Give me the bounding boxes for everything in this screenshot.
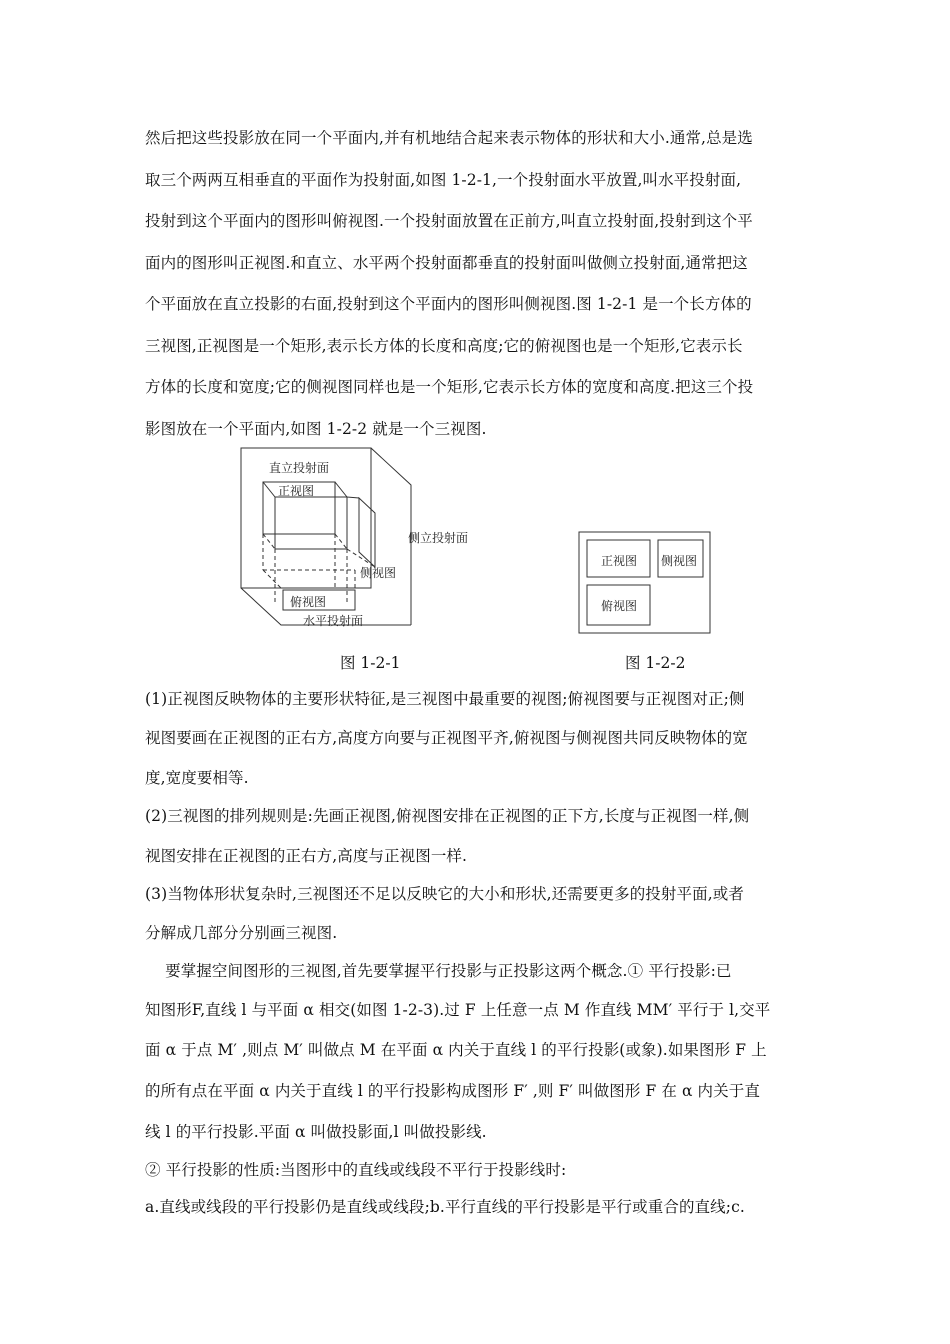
- figure-projection-planes: [236, 445, 486, 637]
- label-side-plane: 侧立投射面: [408, 531, 469, 545]
- label-front-view: 正视图: [601, 554, 638, 568]
- label-top-view: 俯视图: [290, 595, 327, 609]
- text-line: 分解成几部分分别画三视图.: [145, 924, 338, 942]
- text-line: 的所有点在平面 α 内关于直线 l 的平行投影构成图形 F′ ,则 F′ 叫做图形 F 在 α 内关于直: [145, 1082, 760, 1100]
- text-line: 方体的长度和宽度;它的侧视图同样也是一个矩形,它表示长方体的宽度和高度.把这三个投: [145, 378, 754, 396]
- label-horizontal-plane: 水平投射面: [303, 614, 364, 628]
- text-line: 三视图,正视图是一个矩形,表示长方体的长度和高度;它的俯视图也是一个矩形,它表示长: [145, 337, 743, 355]
- text-line: ② 平行投影的性质:当图形中的直线或线段不平行于投影线时:: [145, 1161, 567, 1179]
- text-line: 然后把这些投影放在同一个平面内,并有机地结合起来表示物体的形状和大小.通常,总是选: [145, 129, 753, 147]
- label-top-view: 俯视图: [601, 599, 638, 613]
- label-side-view: 侧视图: [661, 554, 698, 568]
- figure-caption: 图 1-2-2: [625, 654, 686, 672]
- text-line: (2)三视图的排列规则是:先画正视图,俯视图安排在正视图的正下方,长度与正视图一样,侧: [145, 807, 750, 825]
- text-line: 度,宽度要相等.: [145, 769, 249, 787]
- label-side-view: 侧视图: [360, 566, 397, 580]
- text-line: 投射到这个平面内的图形叫俯视图.一个投射面放置在正前方,叫直立投射面,投射到这个平: [145, 212, 753, 230]
- text-line: 个平面放在直立投影的右面,投射到这个平面内的图形叫侧视图.图 1-2-1 是一个长方体的: [145, 295, 752, 313]
- text-line: 线 l 的平行投影.平面 α 叫做投影面,l 叫做投影线.: [145, 1123, 487, 1141]
- label-front-view: 正视图: [278, 484, 315, 498]
- text-line: 面内的图形叫正视图.和直立、水平两个投射面都垂直的投射面叫做侧立投射面,通常把这: [145, 254, 748, 272]
- text-line: 要掌握空间图形的三视图,首先要掌握平行投影与正投影这两个概念.① 平行投影:已: [145, 962, 732, 980]
- text-line: (3)当物体形状复杂时,三视图还不足以反映它的大小和形状,还需要更多的投射平面,或者: [145, 885, 744, 903]
- text-line: a.直线或线段的平行投影仍是直线或线段;b.平行直线的平行投影是平行或重合的直线;c.: [145, 1198, 745, 1216]
- label-front-plane: 直立投射面: [269, 461, 330, 475]
- figure-caption: 图 1-2-1: [340, 654, 401, 672]
- text-line: 视图安排在正视图的正右方,高度与正视图一样.: [145, 847, 468, 865]
- text-line: 视图要画在正视图的正右方,高度方向要与正视图平齐,俯视图与侧视图共同反映物体的宽: [145, 729, 748, 747]
- figure-three-views-layout: [577, 530, 713, 636]
- text-line: 取三个两两互相垂直的平面作为投射面,如图 1-2-1,一个投射面水平放置,叫水平投射面,: [145, 171, 742, 189]
- text-line: 影图放在一个平面内,如图 1-2-2 就是一个三视图.: [145, 420, 487, 438]
- text-line: (1)正视图反映物体的主要形状特征,是三视图中最重要的视图;俯视图要与正视图对正;侧: [145, 690, 745, 708]
- text-line: 面 α 于点 M′ ,则点 M′ 叫做点 M 在平面 α 内关于直线 l 的平行投影(或象).如果图形 F 上: [145, 1041, 767, 1059]
- text-line: 知图形F,直线 l 与平面 α 相交(如图 1-2-3).过 F 上任意一点 M 作直线 MM′ 平行于 l,交平: [145, 1001, 771, 1019]
